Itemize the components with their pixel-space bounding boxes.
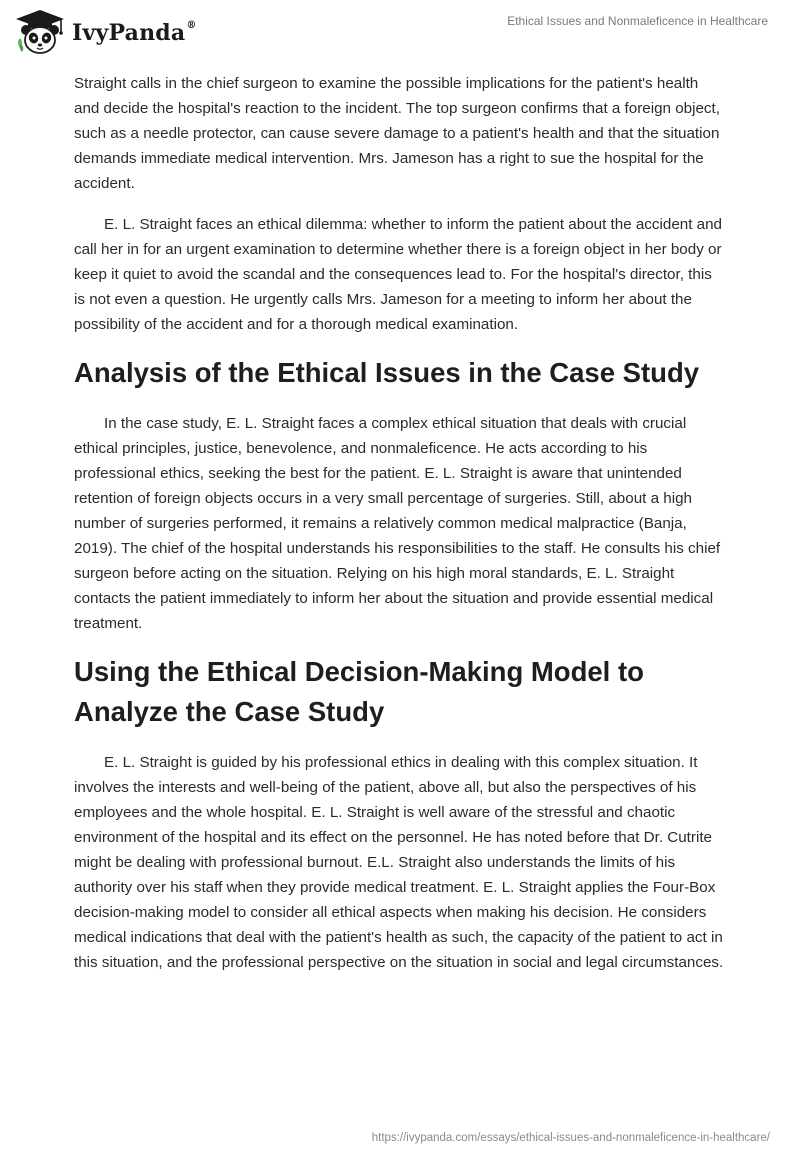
document-title: Ethical Issues and Nonmaleficence in Healthcare bbox=[507, 14, 768, 28]
ivypanda-logo[interactable] bbox=[14, 8, 197, 56]
logo-text: IvyPanda® bbox=[72, 20, 197, 46]
paragraph: E. L. Straight is guided by his professional ethics in dealing with this complex situation. It involves the interests and well-being of the patient, above all, but also the perspectives of his employees and the whole hospital. E. L. Straight is well aware of the stressful and chaotic environment of the hospital and its effect on the personnel. He has noted before that Dr. Cutrite might be dealing with professional burnout. E.L. Straight also understands the limits of his authority over his staff when they provide medical treatment. E. L. Straight applies the Four-Box decision-making model to consider all ethical aspects when making his decision. He considers medical indications that deal with the patient's health as such, the capacity of the patient to act in this situation, and the professional perspective on the situation in social and legal circumstances. bbox=[74, 754, 724, 971]
paragraph: Straight calls in the chief surgeon to examine the possible implications for the patient's health and decide the hospital's reaction to the incident. The top surgeon confirms that a foreign object, such as a needle protector, can cause severe damage to a patient's health and that the situation demands immediate medical intervention. Mrs. Jameson has a right to sue the hospital for the accident. bbox=[74, 75, 720, 192]
registered-mark: ® bbox=[186, 20, 197, 31]
panda-graduate-icon bbox=[14, 8, 66, 56]
essay-content bbox=[74, 71, 726, 975]
page-header bbox=[0, 0, 800, 62]
section-heading: Analysis of the Ethical Issues in the Case Study bbox=[74, 357, 700, 388]
section-heading: Using the Ethical Decision-Making Model to Analyze the Case Study bbox=[74, 656, 644, 727]
paragraph: In the case study, E. L. Straight faces a complex ethical situation that deals with crucial ethical principles, justice, benevolence, and nonmaleficence. He acts according to his professional ethics, seeking the best for the patient. E. L. Straight is aware that unintended retention of foreign objects occurs in a very small percentage of surgeries. Still, about a high number of surgeries performed, it remains a relatively common medical malpractice (Banja, 2019). The chief of the hospital understands his responsibilities to the staff. He consults his chief surgeon before acting on the situation. Relying on his high moral standards, E. L. Straight contacts the patient immediately to inform her about the situation and provide essential medical treatment. bbox=[74, 415, 721, 632]
paragraph: E. L. Straight faces an ethical dilemma: whether to inform the patient about the accident and call her in for an urgent examination to determine whether there is a foreign object in her body or keep it quiet to avoid the scandal and the consequences lead to. For the hospital's director, this is not even a question. He urgently calls Mrs. Jameson for a meeting to inform her about the possibility of the accident and for a thorough medical examination. bbox=[74, 216, 722, 333]
source-url-link[interactable]: https://ivypanda.com/essays/ethical-issues-and-nonmaleficence-in-healthcare/ bbox=[371, 1132, 770, 1144]
